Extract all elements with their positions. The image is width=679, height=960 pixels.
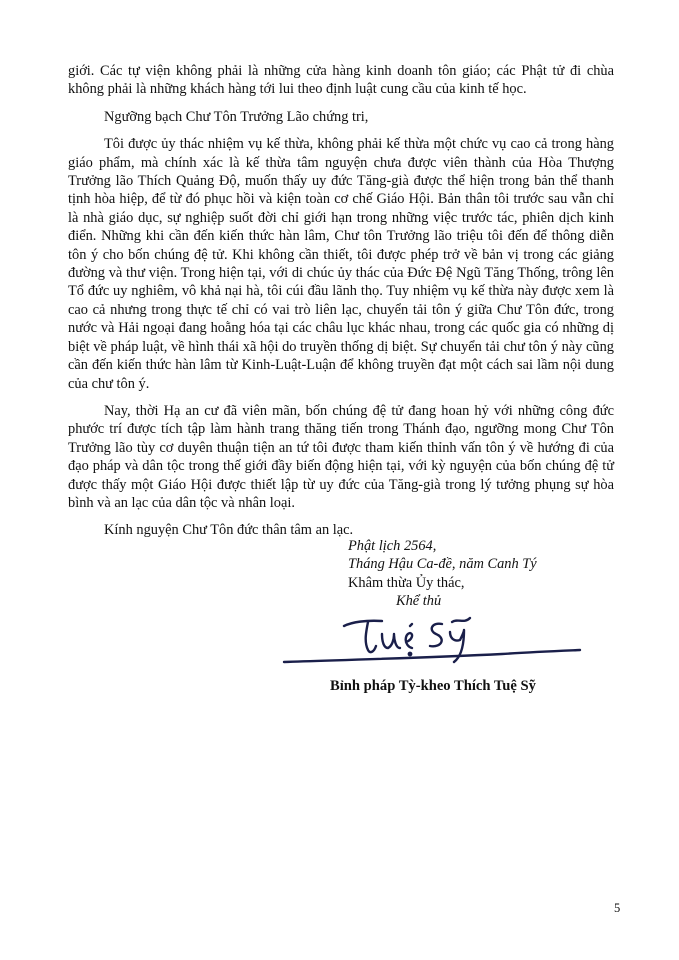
month-year-line: Tháng Hậu Ca-đề, năm Canh Tý	[348, 556, 537, 573]
handwritten-signature	[282, 608, 582, 668]
paragraph-succession: Tôi được ủy thác nhiệm vụ kế thừa, không phải kế thừa một chức vụ cao cả trong hàng giáo phẩm, mà chính xác là kế thừa tâm nguyện chưa được viên thành của Hòa Thượng Trưởng lão Thích Quảng Độ, muốn thấy uy đức Tăng-già được thể hiện trong bản thể thanh tịnh hòa hiệp, để từ đó phục hồi và kiện toàn cơ chế Giáo Hội. Bản thân tôi trước sau vẫn chỉ là nhà giáo dục, sự nghiệp suốt đời chỉ giới hạn trong những việc trước tác, phiên dịch kinh điển. Những khi cần đến kiến thức hàn lâm, Chư tôn Trưởng lão triệu tôi đến để thông diễn tôn ý cho bốn chúng đệ tử. Khi không cần thiết, tôi được phép trở về bản vị trong các giảng đường và thư viện. Trong hiện tại, với di chúc ủy thác của Đức Đệ Ngũ Tăng Thống, trông lên Tổ đức uy nghiêm, vô khả nại hà, tôi cúi đầu lãnh thọ. Tuy nhiệm vụ kế thừa này được xem là cao cả nhưng trong thực tế chỉ có vai trò liên lạc, chuyển tải tôn ý giữa Chư Tôn đức, trong nước và Hải ngoại đang hoằng hóa tại các châu lục khác nhau, trong các quốc gia có những dị biệt về pháp luật, về hình thái xã hội do truyền thống dị biệt. Sự chuyển tải chư tôn ý này cũng cần đến kiến thức hàn lâm từ Kinh-Luật-Luận để không truyền đạt một cách sai lầm nội dung của chư tôn ý.	[68, 136, 614, 392]
buddhist-era-date: Phật lịch 2564,	[348, 538, 437, 554]
paragraph-request: Nay, thời Hạ an cư đã viên mãn, bốn chúng đệ tử đang hoan hỷ với những công đức phước trí được tích tập làm hành trang thăng tiến trong Thánh đạo, ngưỡng mong Chư Tôn Trưởng lão tùy cơ duyên thuận tiện an tứ tôi được tham kiến thỉnh vấn tôn ý về hướng đi của đạo pháp và dân tộc trong thế giới đầy biến động hiện tại, với kỳ nguyện của bốn chúng đệ tử được thấy một Giáo Hội được thiết lập từ uy đức của Tăng-già trong lý tưởng phụng sự hòa bình và an lạc của dân tộc và nhân loại.	[68, 402, 614, 511]
letter-body	[68, 62, 614, 549]
bow-line: Khể thủ	[396, 593, 442, 610]
paragraph-continuation: giới. Các tự viện không phải là những cửa hàng kinh doanh tôn giáo; các Phật tử đi chùa không phải là những khách hàng tới lui theo định luật cung cầu của kinh tế học.	[68, 63, 614, 98]
page-number: 5	[614, 901, 621, 915]
paragraph-wish: Kính nguyện Chư Tôn đức thân tâm an lạc.	[104, 522, 354, 539]
salutation: Ngưỡng bạch Chư Tôn Trưởng Lão chứng tri,	[104, 108, 369, 125]
closing-block	[348, 537, 537, 611]
respect-line: Khâm thừa Ủy thác,	[348, 574, 465, 591]
signer-name: Bỉnh pháp Tỳ-kheo Thích Tuệ Sỹ	[330, 678, 536, 694]
